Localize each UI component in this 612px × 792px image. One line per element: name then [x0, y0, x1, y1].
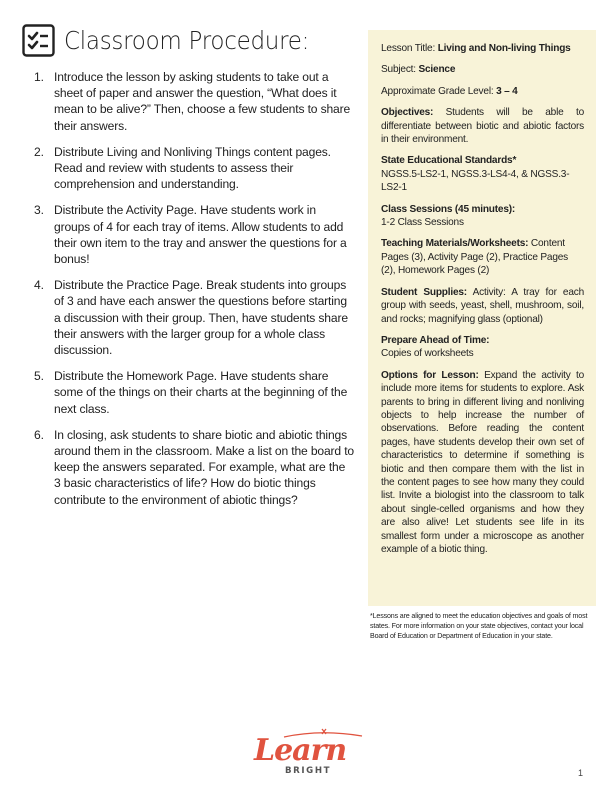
page-header — [22, 24, 330, 57]
prepare-row — [381, 334, 584, 361]
procedure-step — [28, 368, 354, 417]
subject-row — [381, 63, 584, 76]
step-number: 3. — [34, 203, 44, 218]
step-number: 6. — [34, 427, 44, 442]
sessions-label: Class Sessions (45 minutes): — [381, 203, 516, 215]
subject-value: Science — [418, 64, 456, 76]
materials-row — [381, 237, 584, 277]
standards-row — [381, 154, 584, 194]
materials-label: Teaching Materials/Worksheets: — [381, 238, 529, 250]
subject-label: Subject: — [381, 64, 419, 76]
procedure-step — [28, 277, 354, 358]
prepare-label: Prepare Ahead of Time: — [381, 334, 490, 346]
step-text: Distribute Living and Nonliving Things content pages. Read and review with students to assess their comprehension and understanding. — [54, 144, 331, 192]
procedure-steps — [28, 69, 354, 518]
logo-wordmark: Learn — [254, 733, 347, 768]
step-number: 4. — [34, 278, 44, 293]
options-row — [381, 369, 584, 557]
supplies-label: Student Supplies: — [381, 286, 467, 298]
supplies-value: Activity: A tray for each group with seeds, yeast, shell, mushroom, soil, and rocks; magnifying glass (optional) — [381, 286, 584, 325]
logo-subword: BRIGHT — [285, 766, 332, 776]
objectives-label: Objectives: — [381, 107, 434, 119]
step-text: Introduce the lesson by asking students to take out a sheet of paper and answer the question, “What does it mean to be alive?” Then, choose a few students to share their answers. — [54, 70, 351, 133]
step-number: 5. — [34, 369, 44, 384]
prepare-value: Copies of worksheets — [381, 348, 474, 360]
procedure-step — [28, 69, 354, 134]
procedure-step — [28, 144, 354, 193]
page-number: 1 — [578, 768, 584, 778]
lesson-info-panel — [368, 30, 596, 606]
step-text: Distribute the Practice Page. Break students into groups of 3 and have each answer the questions before starting a discussion with their group. Then, have students share their answers with the larger group for a whole class discussion. — [54, 278, 348, 358]
objectives-row — [381, 106, 584, 146]
standards-label: State Educational Standards* — [381, 155, 517, 167]
step-number: 2. — [34, 144, 44, 159]
learn-bright-logo — [254, 733, 358, 781]
standards-footnote: *Lessons are aligned to meet the education objectives and goals of most states. For more information on your state objectives, contact your local Board of Education or Department of Education in your state. — [370, 612, 588, 641]
procedure-step — [28, 427, 354, 508]
objectives-value: Students will be able to differentiate between biotic and abiotic factors in their environment. — [381, 107, 584, 146]
lesson-title-label: Lesson Title: — [381, 43, 438, 54]
step-text: In closing, ask students to share biotic and abiotic things around them in the classroom. Make a list on the board to keep the answers separated. For example, what are the 3 basic characteristics of life? How do biotic things contribute to the environment of abiotic things? — [54, 427, 355, 507]
sessions-value: 1-2 Class Sessions — [381, 217, 464, 229]
sessions-row — [381, 203, 584, 230]
checklist-icon — [22, 24, 55, 57]
lesson-title-row — [381, 42, 584, 55]
options-value: Expand the activity to include more items for students to explore. Ask parents to bring in different living and nonliving objects to help increase the number of observations. Before reading the content pages, have students develop their own set of characteristics to determine if something is biotic and then compare them with the list in the content pages to see how many they could list. Invite a biologist into the classroom to talk about single-celled organisms and how they are also alive! Let students see life in its smallest form under a microscope as another example of a biotic thing. — [381, 369, 585, 555]
step-text: Distribute the Activity Page. Have students work in groups of 4 for each tray of items. Allow students to add their own item to the tray and answer the questions for a bonus! — [54, 203, 347, 267]
materials-value: Content Pages (3), Activity Page (2), Practice Pages (2), Homework Pages (2) — [381, 238, 568, 277]
options-label: Options for Lesson: — [381, 369, 479, 381]
grade-label: Approximate Grade Level: — [381, 85, 497, 97]
lesson-title-value: Living and Non-living Things — [437, 43, 571, 54]
step-number: 1. — [34, 70, 44, 84]
procedure-step — [28, 202, 354, 267]
grade-row — [381, 85, 584, 98]
supplies-row — [381, 286, 584, 326]
grade-value: 3 – 4 — [496, 85, 518, 97]
page-title: Classroom Procedure: — [64, 26, 310, 55]
standards-value: NGSS.5-LS2-1, NGSS.3-LS4-4, & NGSS.3-LS2-1 — [381, 168, 570, 194]
step-text: Distribute the Homework Page. Have students share some of the things on their charts at the beginning of the next class. — [54, 369, 348, 416]
